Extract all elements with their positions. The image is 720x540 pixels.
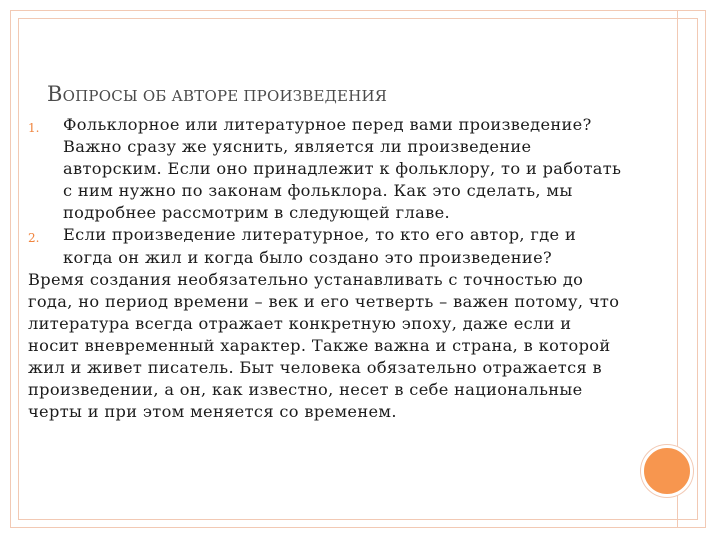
body-paragraph: Время создания необязательно устанавливать с точностью до года, но период времени – век и его четверть – важен потому, что литература всегда отражает конкретную эпоху, даже если и носит вневременный характер. Также важна и страна, в которой жил и живет писатель. Быт человека обязательно отражается в произведении, а он, как известно, несет в себе национальные черты и при этом меняется со временем. — [28, 269, 620, 422]
slide-title — [47, 82, 387, 106]
list-item-text: Фольклорное или литературное перед вами произведение? Важно сразу же уяснить, является ли произведение авторским. Если оно принадлежит к фольклору, то и работать с ним нужно по законам фольклора. Как это сделать, мы подробнее рассмотрим в следующей главе. — [63, 115, 622, 223]
list-item — [28, 114, 628, 224]
orange-circle-decoration — [641, 445, 693, 497]
list-item — [28, 224, 628, 268]
list-marker: 1. — [28, 121, 40, 135]
title-rest: ОПРОСЫ ОБ АВТОРЕ ПРОИЗВЕДЕНИЯ — [62, 87, 388, 105]
slide-content — [28, 114, 628, 423]
list-marker: 2. — [28, 231, 40, 246]
list-item-text: Если произведение литературное, то кто его автор, где и когда он жил и когда было создано это произведение? — [63, 225, 577, 267]
title-first-letter: В — [47, 82, 63, 106]
